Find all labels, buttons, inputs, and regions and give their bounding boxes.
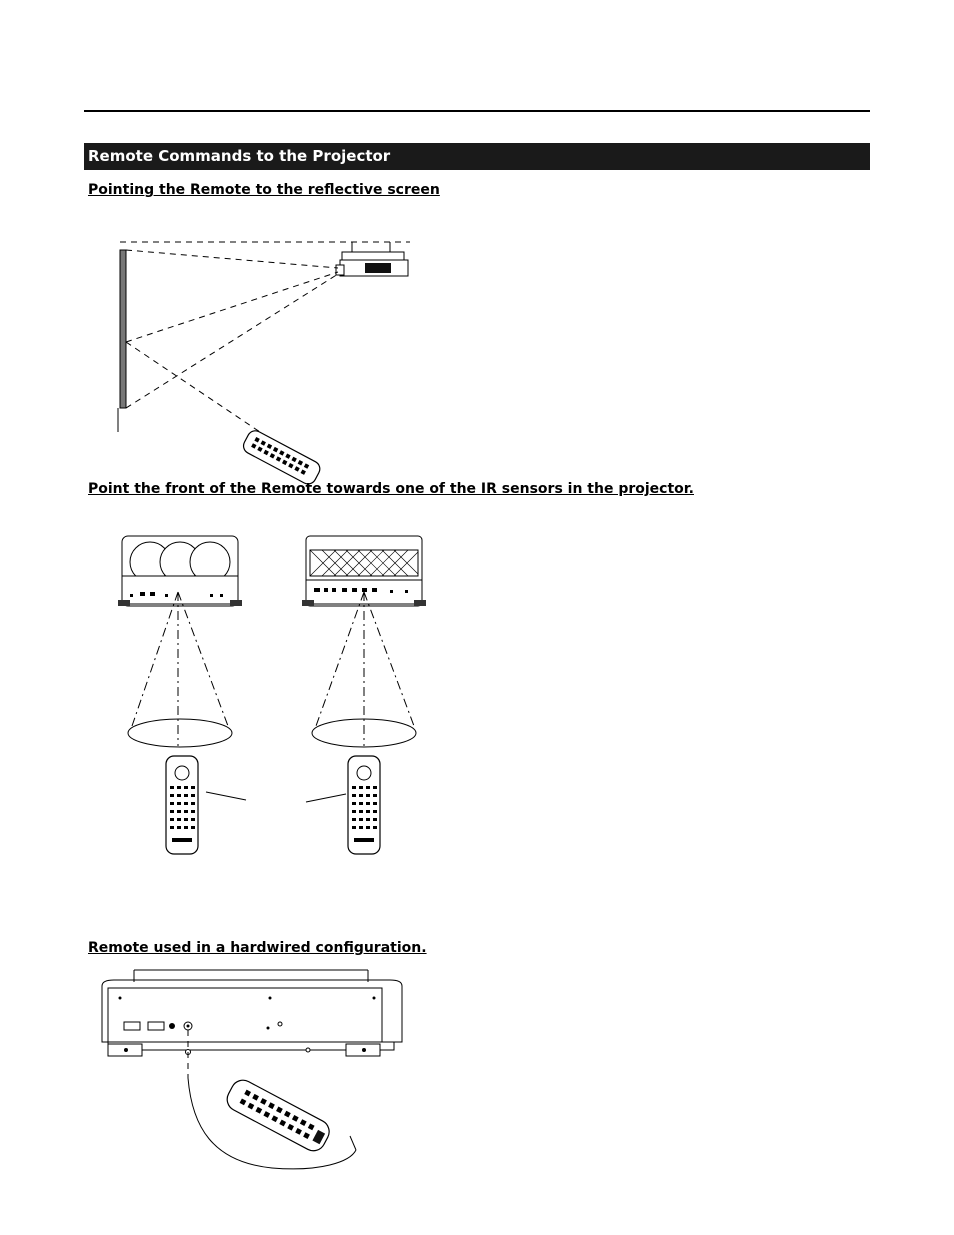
projector-rear-panel-icon: [102, 970, 402, 1056]
hardwired-figure: [100, 966, 410, 1178]
remote-control-left-icon: [166, 756, 198, 854]
ceiling-projector-icon: [336, 242, 408, 276]
remote-control-right-icon: [348, 756, 380, 854]
wired-remote-control-icon: [223, 1076, 333, 1155]
heading-reflective-screen: Pointing the Remote to the reflective screen: [88, 182, 440, 198]
section-title: Remote Commands to the Projector: [84, 143, 870, 170]
remote-control-icon: [241, 428, 323, 487]
reflective-screen-figure: [110, 232, 430, 472]
projector-front-lenses-icon: [118, 536, 242, 606]
screen-icon: [120, 250, 126, 408]
heading-ir-sensors: Point the front of the Remote towards one of the IR sensors in the projector.: [88, 481, 694, 497]
heading-hardwired: Remote used in a hardwired configuration.: [88, 940, 427, 956]
top-rule: [84, 110, 870, 112]
ir-sensors-figure: [110, 530, 440, 860]
